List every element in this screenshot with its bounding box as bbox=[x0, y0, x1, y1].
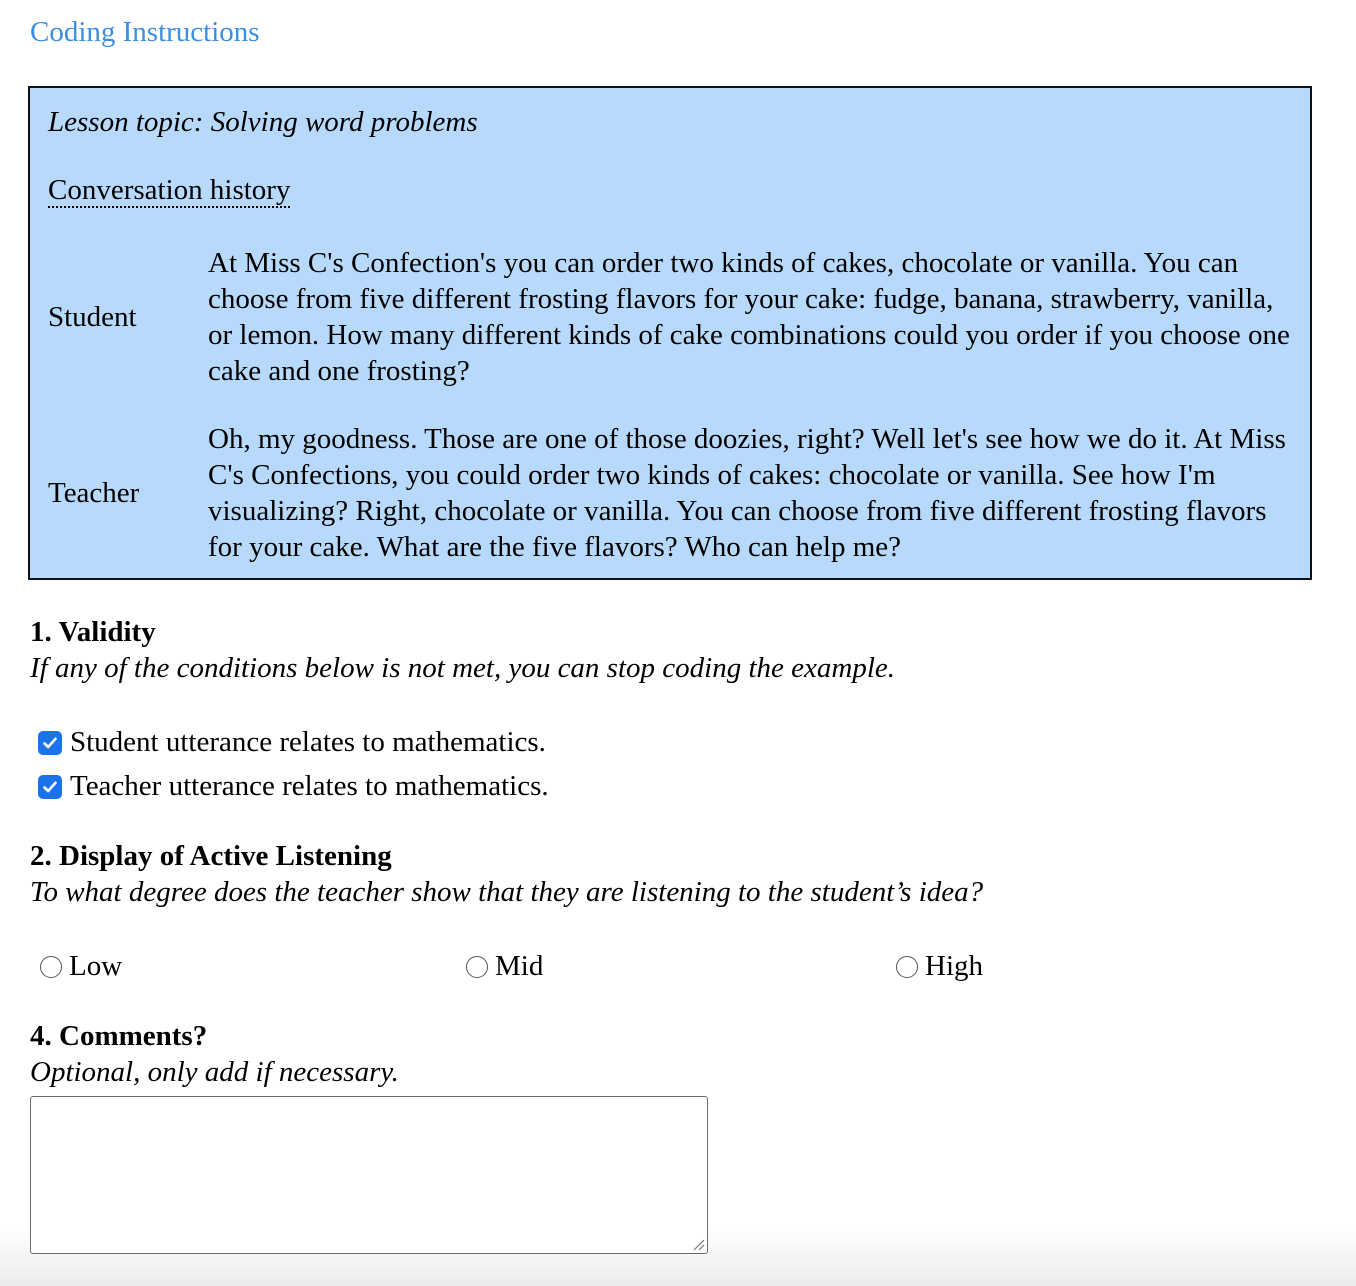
checkbox-label: Teacher utterance relates to mathematics. bbox=[70, 770, 549, 802]
comments-title: 4. Comments? bbox=[30, 1020, 208, 1052]
active-listening-description: To what degree does the teacher show that they are listening to the student’s idea? bbox=[30, 876, 984, 908]
radio-option-low[interactable] bbox=[40, 950, 122, 983]
conversation-turn-teacher bbox=[48, 420, 1298, 566]
comments-textarea[interactable] bbox=[30, 1096, 708, 1254]
checkbox-checked-icon[interactable] bbox=[38, 775, 62, 799]
turn-speaker: Student bbox=[48, 300, 137, 333]
turn-utterance: Oh, my goodness. Those are one of those doozies, right? Well let's see how we do it. At Miss C's Confections, you could order two kinds of cakes: chocolate or vanilla. See how I'm visualizing? Right, chocolate or vanilla. You can choose from five different frosting flavors for your cake. What are the five flavors? Who can help me? bbox=[208, 423, 1286, 563]
lesson-topic: Lesson topic: Solving word problems bbox=[48, 106, 478, 138]
turn-utterance: At Miss C's Confection's you can order two kinds of cakes, chocolate or vanilla. You can choose from five different frosting flavors for your cake: fudge, banana, strawberry, vanilla, or lemon. How many different kinds of cake combinations could you order if you choose one cake and one frosting? bbox=[208, 247, 1290, 387]
conversation-history-title[interactable]: Conversation history bbox=[48, 174, 291, 206]
validity-description: If any of the conditions below is not met, you can stop coding the example. bbox=[30, 652, 896, 684]
checkmark-icon bbox=[41, 778, 59, 796]
conversation-turn-student bbox=[48, 244, 1298, 390]
radio-button[interactable] bbox=[40, 956, 62, 978]
radio-label: High bbox=[925, 950, 983, 982]
checkbox-label: Student utterance relates to mathematics. bbox=[70, 726, 546, 758]
radio-button[interactable] bbox=[466, 956, 488, 978]
comments-description: Optional, only add if necessary. bbox=[30, 1056, 399, 1088]
radio-label: Mid bbox=[495, 950, 544, 982]
radio-option-high[interactable] bbox=[896, 950, 983, 983]
checkmark-icon bbox=[41, 734, 59, 752]
resize-grip-icon[interactable] bbox=[691, 1237, 705, 1251]
validity-check-student[interactable] bbox=[38, 726, 546, 759]
radio-option-mid[interactable] bbox=[466, 950, 543, 983]
checkbox-checked-icon[interactable] bbox=[38, 731, 62, 755]
conversation-context-panel bbox=[28, 86, 1312, 580]
coding-instructions-link[interactable]: Coding Instructions bbox=[30, 16, 260, 48]
validity-check-teacher[interactable] bbox=[38, 770, 549, 803]
radio-button[interactable] bbox=[896, 956, 918, 978]
turn-speaker: Teacher bbox=[48, 476, 140, 509]
active-listening-title: 2. Display of Active Listening bbox=[30, 840, 392, 872]
radio-label: Low bbox=[69, 950, 123, 982]
validity-title: 1. Validity bbox=[30, 616, 156, 648]
